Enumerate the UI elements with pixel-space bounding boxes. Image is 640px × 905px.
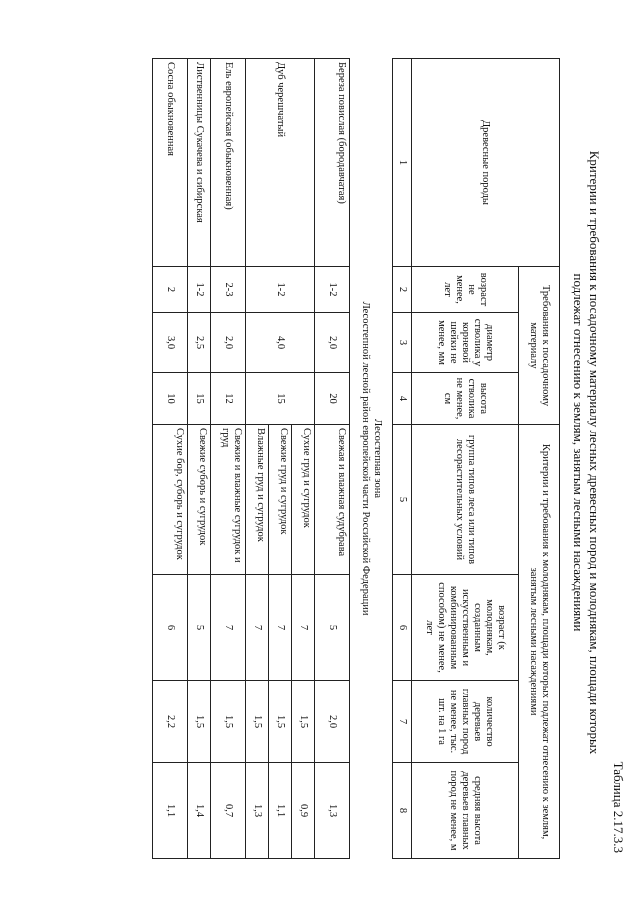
header-young-age: возраст (к молоднякам, созданным искусственным и комбинированным способом) не менее, лет [412, 575, 519, 681]
tree-count-cell: 1,5 [188, 681, 211, 763]
age-cell: 2 [153, 267, 188, 313]
height-cell: 15 [246, 373, 315, 425]
title-line-1: Критерии и требования к посадочному материалу лесных древесных пород и молоднякам, площади которых [587, 150, 602, 755]
young-age-cell: 5 [188, 575, 211, 681]
header-tree-count: количество деревьев главных пород не менее, тыс. шт. на 1 га [412, 681, 519, 763]
young-age-cell: 7 [246, 575, 269, 681]
tree-count-cell: 2,0 [315, 681, 350, 763]
diameter-cell: 2,0 [211, 313, 246, 373]
avg-height-cell: 1,3 [315, 763, 350, 859]
species-cell: Сосна обыкновенная [153, 59, 188, 267]
forest-district-name: Лесостепной лесной район европейской части Российской Федерации [360, 301, 371, 616]
young-age-cell: 5 [315, 575, 350, 681]
col-number: 3 [393, 313, 412, 373]
forest-type-cell: Свежие груд и сугрудок [269, 425, 292, 575]
forest-type-cell: Свежие и влажные сугрудок и груд [211, 425, 246, 575]
col-number: 7 [393, 681, 412, 763]
diameter-cell: 2,5 [188, 313, 211, 373]
table-row-oak [292, 59, 315, 859]
diameter-cell: 4,0 [246, 313, 315, 373]
forest-type-cell: Сухие груд и сугрудок [292, 425, 315, 575]
title-line-2: подлежат отнесению к землям, занятым лесными насаждениями [571, 273, 586, 632]
height-cell: 15 [188, 373, 211, 425]
young-age-cell: 7 [211, 575, 246, 681]
header-diameter: диаметр стволика у корневой шейки не менее, мм [412, 313, 519, 373]
zone-heading [350, 59, 393, 859]
tree-count-cell: 1,5 [292, 681, 315, 763]
zone-row [350, 59, 393, 859]
table-row-larch [188, 59, 211, 859]
species-cell: Береза повислая (бородавчатая) [315, 59, 350, 267]
table-row-spruce [211, 59, 246, 859]
header-row-1 [519, 59, 560, 859]
age-cell: 1-2 [188, 267, 211, 313]
tree-count-cell: 2,2 [153, 681, 188, 763]
age-cell: 1-2 [246, 267, 315, 313]
forest-type-cell: Свежие суборь и сугрудок [188, 425, 211, 575]
col-number: 6 [393, 575, 412, 681]
col-number: 5 [393, 425, 412, 575]
avg-height-cell: 1,4 [188, 763, 211, 859]
col-number: 8 [393, 763, 412, 859]
avg-height-cell: 0,9 [292, 763, 315, 859]
header-height: высота стволика не менее, см [412, 373, 519, 425]
age-cell: 2-3 [211, 267, 246, 313]
tree-count-cell: 1,5 [269, 681, 292, 763]
young-age-cell: 7 [269, 575, 292, 681]
height-cell: 12 [211, 373, 246, 425]
table-title [570, 0, 602, 905]
height-cell: 10 [153, 373, 188, 425]
header-avg-height: средняя высота деревьев главных пород не менее, м [412, 763, 519, 859]
species-cell: Дуб черешчатый [246, 59, 315, 267]
column-number-row [393, 59, 412, 859]
header-age: возраст не менее, лет [412, 267, 519, 313]
species-cell: Ель европейская (обыкновенная) [211, 59, 246, 267]
tree-count-cell: 1,5 [246, 681, 269, 763]
avg-height-cell: 1,3 [246, 763, 269, 859]
height-cell: 20 [315, 373, 350, 425]
age-cell: 1-2 [315, 267, 350, 313]
header-planting-group: Требования к посадочному материалу [519, 267, 560, 425]
avg-height-cell: 1,1 [269, 763, 292, 859]
header-forest-type: группа типов леса или типов лесорастительных условий [412, 425, 519, 575]
header-young-group: Критерии и требования к молоднякам, площади которых подлежат отнесению к землям, занятым лесными насаждениями [519, 425, 560, 859]
table-number: Таблица 2.17.3.3 [611, 761, 626, 853]
young-age-cell: 7 [292, 575, 315, 681]
table-row-pine [153, 59, 188, 859]
young-age-cell: 6 [153, 575, 188, 681]
diameter-cell: 2,0 [315, 313, 350, 373]
forest-type-cell: Свежая и влажная судубрава [315, 425, 350, 575]
forest-type-cell: Сухие бор, суборь и сугрудок [153, 425, 188, 575]
zone-name: Лесостепная зона [372, 419, 383, 499]
criteria-table [152, 58, 560, 859]
avg-height-cell: 1,1 [153, 763, 188, 859]
species-cell: Лиственницы Сукачева и сибирская [188, 59, 211, 267]
table-row-birch [315, 59, 350, 859]
col-number: 2 [393, 267, 412, 313]
header-species: Древесные породы [412, 59, 560, 267]
avg-height-cell: 0,7 [211, 763, 246, 859]
col-number: 4 [393, 373, 412, 425]
diameter-cell: 3,0 [153, 313, 188, 373]
forest-type-cell: Влажные груд и сугрудок [246, 425, 269, 575]
col-number: 1 [393, 59, 412, 267]
tree-count-cell: 1,5 [211, 681, 246, 763]
